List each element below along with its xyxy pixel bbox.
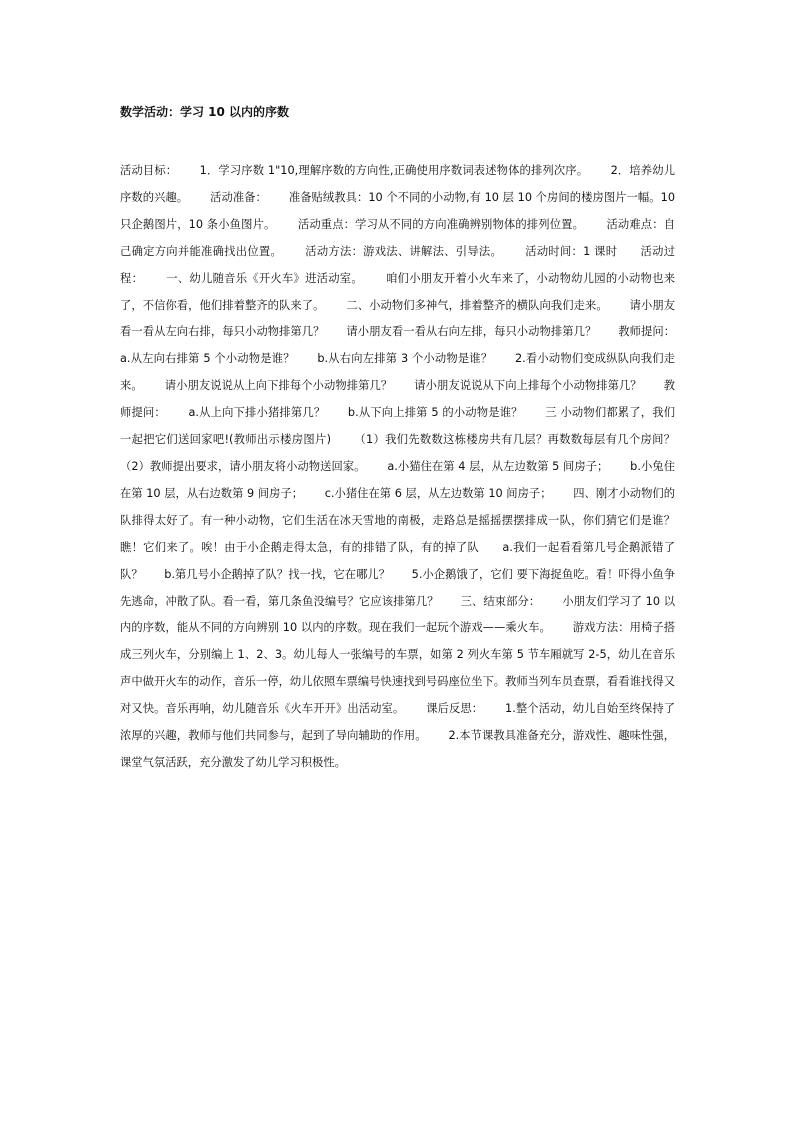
document-body-paragraph: 活动目标： 1．学习序数 1"10,理解序数的方向性,正确使用序数词表述物体的排列次序。 2．培养幼儿序数的兴趣。 活动准备： 准备贴绒教具：10 个不同的小动物,有 10 层 10 个房间的楼房图片一幅。10 只企鹅图片，10 条小鱼图片。 活动重点：学习从不同的方向准确辨别物体的排列位置。 活动难点：自己确定方向并能准确找出位置。 活动方法：游戏法、讲解法、引导法。 活动时间：1 课时 活动过程： 一、幼儿随音乐《开火车》进活动室。 咱们小朋友开着小火车来了，小动物幼儿园的小动物也来了，不信你看，他们排着整齐的队来了。 二、小动物们多神气，排着整齐的横队向我们走来。 请小朋友看一看从左向右排，每只小动物排第几？ 请小朋友看一看从右向左排，每只小动物排第几？ 教师提问： a.从左向右排第 5 个小动物是谁？ b.从右向左排第 3 个小动物是谁？ 2.看小动物们变成纵队向我们走来。 请小朋友说说从上向下排每个小动物排第几？ 请小朋友说说从下向上排每个小动物排第几？ 教师提问： a.从上向下排小猪排第几？ b.从下向上排第 5 的小动物是谁？ 三 小动物们都累了，我们一起把它们送回家吧!(教师出示楼房图片) （1）我们先数数这栋楼房共有几层？再数数每层有几个房间？ （2）教师提出要求，请小朋友将小动物送回家。 a.小猫住在第 4 层，从左边数第 5 间房子； b.小兔住在第 10 层，从右边数第 9 间房子； c.小猪住在第 6 层，从左边数第 10 间房子； 四、刚才小动物们的队排得太好了。有一种小动物，它们生活在冰天雪地的南极，走路总是摇摇摆摆排成一队，你们猜它们是谁？瞧！它们来了。唉！由于小企鹅走得太急，有的排错了队，有的掉了队 a.我们一起看看第几号企鹅派错了队？ b.第几号小企鹅掉了队？找一找，它在哪儿？ 5.小企鹅饿了，它们 要下海捉鱼吃。看！吓得小鱼争先逃命，冲散了队。看一看，第几条鱼没编号？它应该排第几？ 三、结束部分： 小朋友们学习了 10 以内的序数，能从不同的方向辨别 10 以内的序数。现在我们一起玩个游戏——乘火车。 游戏方法：用椅子搭成三列火车，分别编上 1、2、3。幼儿每人一张编号的车票，如第 2 列火车第 5 节车厢就写 2-5，幼儿在音乐声中做开火车的动作，音乐一停，幼儿依照车票编号快速找到号码座位坐下。教师当列车员查票，看看谁找得又对又快。音乐再响，幼儿随音乐《火车开开》出活动室。 课后反思： 1.整个活动，幼儿自始至终保持了浓厚的兴趣，教师与他们共同参与，起到了导向辅助的作用。 2.本节课教具准备充分，游戏性、趣味性强，课堂气氛活跃，充分激发了幼儿学习积极性。 xyxy=(120,164,697,769)
document-title: 数学活动：学习 10 以内的序数 xyxy=(120,105,290,119)
